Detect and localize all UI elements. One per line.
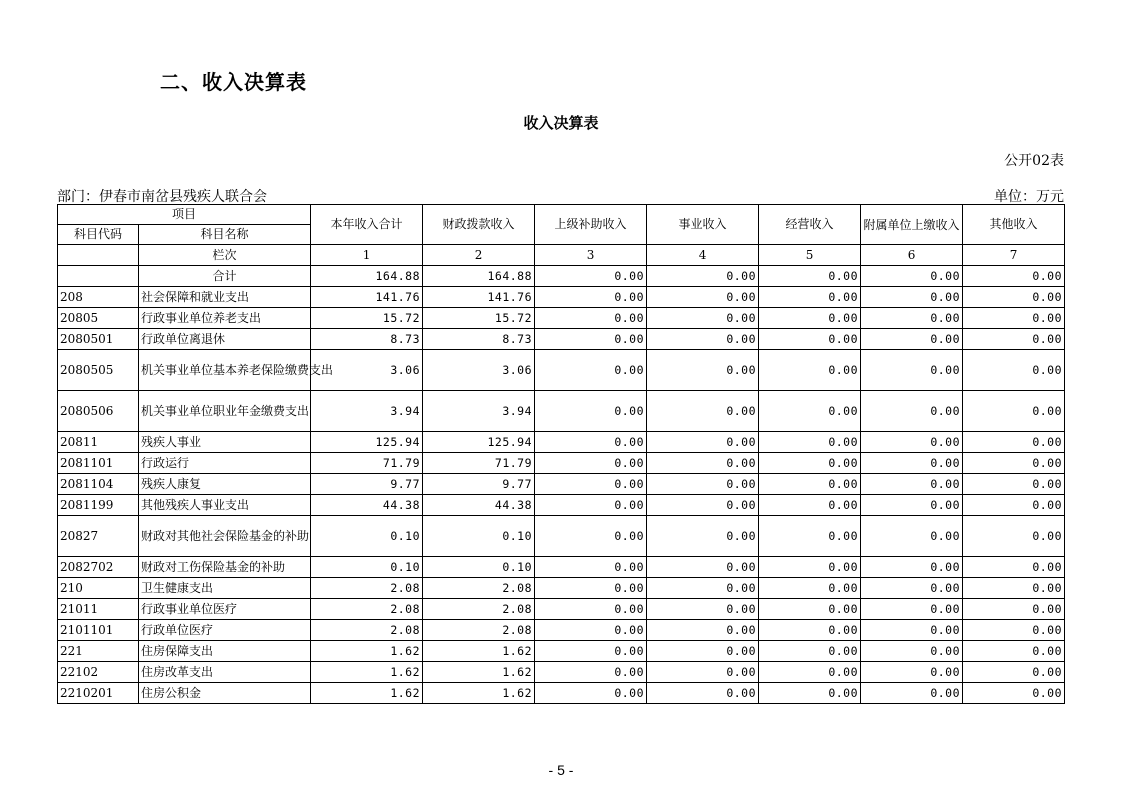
amount-cell: 0.00 bbox=[535, 350, 647, 391]
subject-name: 住房公积金 bbox=[139, 683, 311, 704]
subject-name: 机关事业单位职业年金缴费支出 bbox=[139, 391, 311, 432]
amount-cell: 3.06 bbox=[311, 350, 423, 391]
subject-name: 合计 bbox=[139, 266, 311, 287]
amount-cell: 3.94 bbox=[311, 391, 423, 432]
amount-cell: 0.00 bbox=[535, 287, 647, 308]
amount-cell: 0.00 bbox=[963, 683, 1065, 704]
amount-cell: 0.00 bbox=[759, 391, 861, 432]
amount-cell: 0.00 bbox=[861, 308, 963, 329]
amount-cell: 0.00 bbox=[535, 557, 647, 578]
amount-cell: 0.00 bbox=[647, 495, 759, 516]
table-row bbox=[58, 474, 1065, 495]
amount-cell: 0.00 bbox=[647, 578, 759, 599]
amount-cell: 0.10 bbox=[311, 557, 423, 578]
amount-cell: 0.00 bbox=[963, 453, 1065, 474]
amount-cell: 0.00 bbox=[647, 662, 759, 683]
column-number: 4 bbox=[647, 245, 759, 266]
table-row bbox=[58, 453, 1065, 474]
amount-cell: 0.00 bbox=[963, 432, 1065, 453]
amount-cell: 0.00 bbox=[647, 432, 759, 453]
amount-cell: 0.00 bbox=[535, 662, 647, 683]
amount-cell: 0.00 bbox=[963, 266, 1065, 287]
amount-cell: 0.00 bbox=[861, 516, 963, 557]
amount-cell: 0.00 bbox=[963, 308, 1065, 329]
amount-cell: 0.00 bbox=[647, 453, 759, 474]
table-row bbox=[58, 641, 1065, 662]
amount-cell: 2.08 bbox=[311, 620, 423, 641]
column-number: 3 bbox=[535, 245, 647, 266]
page-number: - 5 - bbox=[548, 762, 574, 778]
table-row bbox=[58, 599, 1065, 620]
amount-cell: 0.00 bbox=[647, 620, 759, 641]
table-row bbox=[58, 495, 1065, 516]
amount-cell: 0.00 bbox=[535, 599, 647, 620]
column-number: 6 bbox=[861, 245, 963, 266]
amount-cell: 0.00 bbox=[963, 516, 1065, 557]
amount-cell: 0.00 bbox=[963, 578, 1065, 599]
form-number: 公开02表 bbox=[1004, 153, 1064, 169]
amount-cell: 0.00 bbox=[861, 432, 963, 453]
subject-code: 2081101 bbox=[58, 453, 139, 474]
amount-cell: 0.00 bbox=[861, 620, 963, 641]
amount-cell: 0.00 bbox=[647, 287, 759, 308]
amount-cell: 0.00 bbox=[535, 516, 647, 557]
amount-cell: 9.77 bbox=[423, 474, 535, 495]
subject-code: 221 bbox=[58, 641, 139, 662]
section-heading: 二、收入决算表 bbox=[160, 70, 307, 94]
subject-code: 2081104 bbox=[58, 474, 139, 495]
amount-cell: 0.00 bbox=[963, 620, 1065, 641]
header-operation: 经营收入 bbox=[759, 205, 861, 245]
amount-cell: 1.62 bbox=[311, 683, 423, 704]
amount-cell: 2.08 bbox=[423, 620, 535, 641]
subject-code: 22102 bbox=[58, 662, 139, 683]
amount-cell: 2.08 bbox=[311, 599, 423, 620]
header-business: 事业收入 bbox=[647, 205, 759, 245]
amount-cell: 15.72 bbox=[423, 308, 535, 329]
table-row bbox=[58, 266, 1065, 287]
amount-cell: 0.00 bbox=[963, 474, 1065, 495]
subject-name: 其他残疾人事业支出 bbox=[139, 495, 311, 516]
amount-cell: 0.00 bbox=[647, 599, 759, 620]
subject-code: 20827 bbox=[58, 516, 139, 557]
table-row bbox=[58, 557, 1065, 578]
amount-cell: 0.00 bbox=[535, 391, 647, 432]
header-item: 项目 bbox=[58, 205, 311, 225]
amount-cell: 44.38 bbox=[311, 495, 423, 516]
amount-cell: 15.72 bbox=[311, 308, 423, 329]
amount-cell: 0.00 bbox=[535, 641, 647, 662]
column-number: 7 bbox=[963, 245, 1065, 266]
amount-cell: 0.00 bbox=[535, 308, 647, 329]
amount-cell: 0.00 bbox=[861, 453, 963, 474]
amount-cell: 0.00 bbox=[759, 287, 861, 308]
amount-cell: 0.00 bbox=[647, 350, 759, 391]
amount-cell: 0.00 bbox=[535, 683, 647, 704]
amount-cell: 71.79 bbox=[311, 453, 423, 474]
amount-cell: 8.73 bbox=[423, 329, 535, 350]
subject-name: 社会保障和就业支出 bbox=[139, 287, 311, 308]
column-number: 2 bbox=[423, 245, 535, 266]
amount-cell: 0.00 bbox=[861, 557, 963, 578]
amount-cell: 0.00 bbox=[963, 391, 1065, 432]
header-fiscal: 财政拨款收入 bbox=[423, 205, 535, 245]
subject-code: 208 bbox=[58, 287, 139, 308]
amount-cell: 1.62 bbox=[311, 641, 423, 662]
header-affiliated: 附属单位上缴收入 bbox=[861, 205, 963, 245]
subject-code: 20805 bbox=[58, 308, 139, 329]
amount-cell: 0.00 bbox=[963, 495, 1065, 516]
amount-cell: 9.77 bbox=[311, 474, 423, 495]
amount-cell: 0.00 bbox=[759, 620, 861, 641]
header-blank bbox=[58, 245, 139, 266]
subject-code: 2210201 bbox=[58, 683, 139, 704]
amount-cell: 0.00 bbox=[861, 495, 963, 516]
amount-cell: 0.00 bbox=[963, 557, 1065, 578]
subject-code: 2101101 bbox=[58, 620, 139, 641]
header-other: 其他收入 bbox=[963, 205, 1065, 245]
subject-code: 2080506 bbox=[58, 391, 139, 432]
amount-cell: 0.10 bbox=[311, 516, 423, 557]
amount-cell: 0.10 bbox=[423, 557, 535, 578]
amount-cell: 44.38 bbox=[423, 495, 535, 516]
header-total: 本年收入合计 bbox=[311, 205, 423, 245]
amount-cell: 141.76 bbox=[423, 287, 535, 308]
table-row bbox=[58, 391, 1065, 432]
table-row bbox=[58, 308, 1065, 329]
amount-cell: 0.00 bbox=[963, 329, 1065, 350]
subject-code: 2080501 bbox=[58, 329, 139, 350]
amount-cell: 0.00 bbox=[647, 391, 759, 432]
amount-cell: 0.00 bbox=[861, 599, 963, 620]
table-title: 收入决算表 bbox=[523, 114, 599, 132]
amount-cell: 2.08 bbox=[423, 578, 535, 599]
table-row bbox=[58, 683, 1065, 704]
table-row bbox=[58, 578, 1065, 599]
subject-name: 财政对工伤保险基金的补助 bbox=[139, 557, 311, 578]
subject-name: 住房保障支出 bbox=[139, 641, 311, 662]
amount-cell: 0.00 bbox=[647, 329, 759, 350]
amount-cell: 0.00 bbox=[759, 599, 861, 620]
amount-cell: 71.79 bbox=[423, 453, 535, 474]
amount-cell: 0.00 bbox=[861, 662, 963, 683]
subject-name: 残疾人康复 bbox=[139, 474, 311, 495]
amount-cell: 0.00 bbox=[861, 578, 963, 599]
amount-cell: 0.00 bbox=[759, 453, 861, 474]
amount-cell: 0.00 bbox=[535, 453, 647, 474]
amount-cell: 0.00 bbox=[535, 620, 647, 641]
amount-cell: 0.00 bbox=[759, 350, 861, 391]
header-row-index-label: 栏次 bbox=[139, 245, 311, 266]
amount-cell: 0.00 bbox=[759, 557, 861, 578]
table-row bbox=[58, 662, 1065, 683]
subject-code: 21011 bbox=[58, 599, 139, 620]
header-code: 科目代码 bbox=[58, 225, 139, 245]
amount-cell: 0.00 bbox=[535, 432, 647, 453]
department-label: 部门：伊春市南岔县残疾人联合会 bbox=[57, 189, 267, 205]
amount-cell: 2.08 bbox=[423, 599, 535, 620]
amount-cell: 0.00 bbox=[861, 391, 963, 432]
subject-code bbox=[58, 266, 139, 287]
amount-cell: 0.00 bbox=[861, 641, 963, 662]
amount-cell: 0.00 bbox=[647, 266, 759, 287]
amount-cell: 0.00 bbox=[759, 474, 861, 495]
amount-cell: 141.76 bbox=[311, 287, 423, 308]
amount-cell: 0.00 bbox=[861, 287, 963, 308]
subject-name: 行政事业单位养老支出 bbox=[139, 308, 311, 329]
amount-cell: 0.00 bbox=[535, 495, 647, 516]
amount-cell: 0.00 bbox=[535, 329, 647, 350]
amount-cell: 0.00 bbox=[861, 266, 963, 287]
amount-cell: 3.94 bbox=[423, 391, 535, 432]
amount-cell: 0.00 bbox=[861, 683, 963, 704]
subject-name: 残疾人事业 bbox=[139, 432, 311, 453]
amount-cell: 0.00 bbox=[759, 432, 861, 453]
amount-cell: 0.00 bbox=[963, 350, 1065, 391]
amount-cell: 125.94 bbox=[311, 432, 423, 453]
column-number: 5 bbox=[759, 245, 861, 266]
header-name: 科目名称 bbox=[139, 225, 311, 245]
amount-cell: 8.73 bbox=[311, 329, 423, 350]
table-row bbox=[58, 350, 1065, 391]
amount-cell: 0.00 bbox=[647, 557, 759, 578]
amount-cell: 0.00 bbox=[535, 578, 647, 599]
subject-code: 210 bbox=[58, 578, 139, 599]
subject-name: 财政对其他社会保险基金的补助 bbox=[139, 516, 311, 557]
amount-cell: 0.00 bbox=[647, 474, 759, 495]
subject-code: 2082702 bbox=[58, 557, 139, 578]
subject-name: 行政运行 bbox=[139, 453, 311, 474]
amount-cell: 0.00 bbox=[647, 683, 759, 704]
amount-cell: 0.00 bbox=[759, 578, 861, 599]
amount-cell: 0.00 bbox=[759, 662, 861, 683]
amount-cell: 0.00 bbox=[647, 308, 759, 329]
amount-cell: 0.00 bbox=[861, 474, 963, 495]
table-row bbox=[58, 620, 1065, 641]
subject-code: 2080505 bbox=[58, 350, 139, 391]
amount-cell: 0.00 bbox=[647, 641, 759, 662]
income-table bbox=[57, 204, 1065, 704]
amount-cell: 0.00 bbox=[759, 308, 861, 329]
subject-code: 2081199 bbox=[58, 495, 139, 516]
amount-cell: 0.00 bbox=[759, 495, 861, 516]
subject-name: 行政单位医疗 bbox=[139, 620, 311, 641]
amount-cell: 0.00 bbox=[535, 266, 647, 287]
subject-name: 住房改革支出 bbox=[139, 662, 311, 683]
amount-cell: 0.00 bbox=[861, 350, 963, 391]
amount-cell: 164.88 bbox=[423, 266, 535, 287]
amount-cell: 1.62 bbox=[423, 662, 535, 683]
amount-cell: 0.00 bbox=[963, 287, 1065, 308]
table-row bbox=[58, 287, 1065, 308]
amount-cell: 0.00 bbox=[647, 516, 759, 557]
amount-cell: 0.00 bbox=[759, 641, 861, 662]
amount-cell: 125.94 bbox=[423, 432, 535, 453]
amount-cell: 1.62 bbox=[423, 683, 535, 704]
amount-cell: 0.00 bbox=[963, 662, 1065, 683]
header-superior: 上级补助收入 bbox=[535, 205, 647, 245]
amount-cell: 0.00 bbox=[759, 683, 861, 704]
column-number: 1 bbox=[311, 245, 423, 266]
amount-cell: 0.00 bbox=[535, 474, 647, 495]
amount-cell: 0.00 bbox=[759, 266, 861, 287]
amount-cell: 2.08 bbox=[311, 578, 423, 599]
subject-name: 行政事业单位医疗 bbox=[139, 599, 311, 620]
subject-name: 行政单位离退休 bbox=[139, 329, 311, 350]
amount-cell: 0.00 bbox=[759, 329, 861, 350]
amount-cell: 1.62 bbox=[311, 662, 423, 683]
amount-cell: 0.00 bbox=[759, 516, 861, 557]
subject-code: 20811 bbox=[58, 432, 139, 453]
table-row bbox=[58, 432, 1065, 453]
unit-label: 单位：万元 bbox=[994, 189, 1064, 205]
amount-cell: 0.10 bbox=[423, 516, 535, 557]
table-row bbox=[58, 516, 1065, 557]
amount-cell: 0.00 bbox=[963, 599, 1065, 620]
subject-name: 卫生健康支出 bbox=[139, 578, 311, 599]
subject-name: 机关事业单位基本养老保险缴费支出 bbox=[139, 350, 311, 391]
amount-cell: 0.00 bbox=[861, 329, 963, 350]
amount-cell: 3.06 bbox=[423, 350, 535, 391]
amount-cell: 164.88 bbox=[311, 266, 423, 287]
amount-cell: 0.00 bbox=[963, 641, 1065, 662]
amount-cell: 1.62 bbox=[423, 641, 535, 662]
table-row bbox=[58, 329, 1065, 350]
